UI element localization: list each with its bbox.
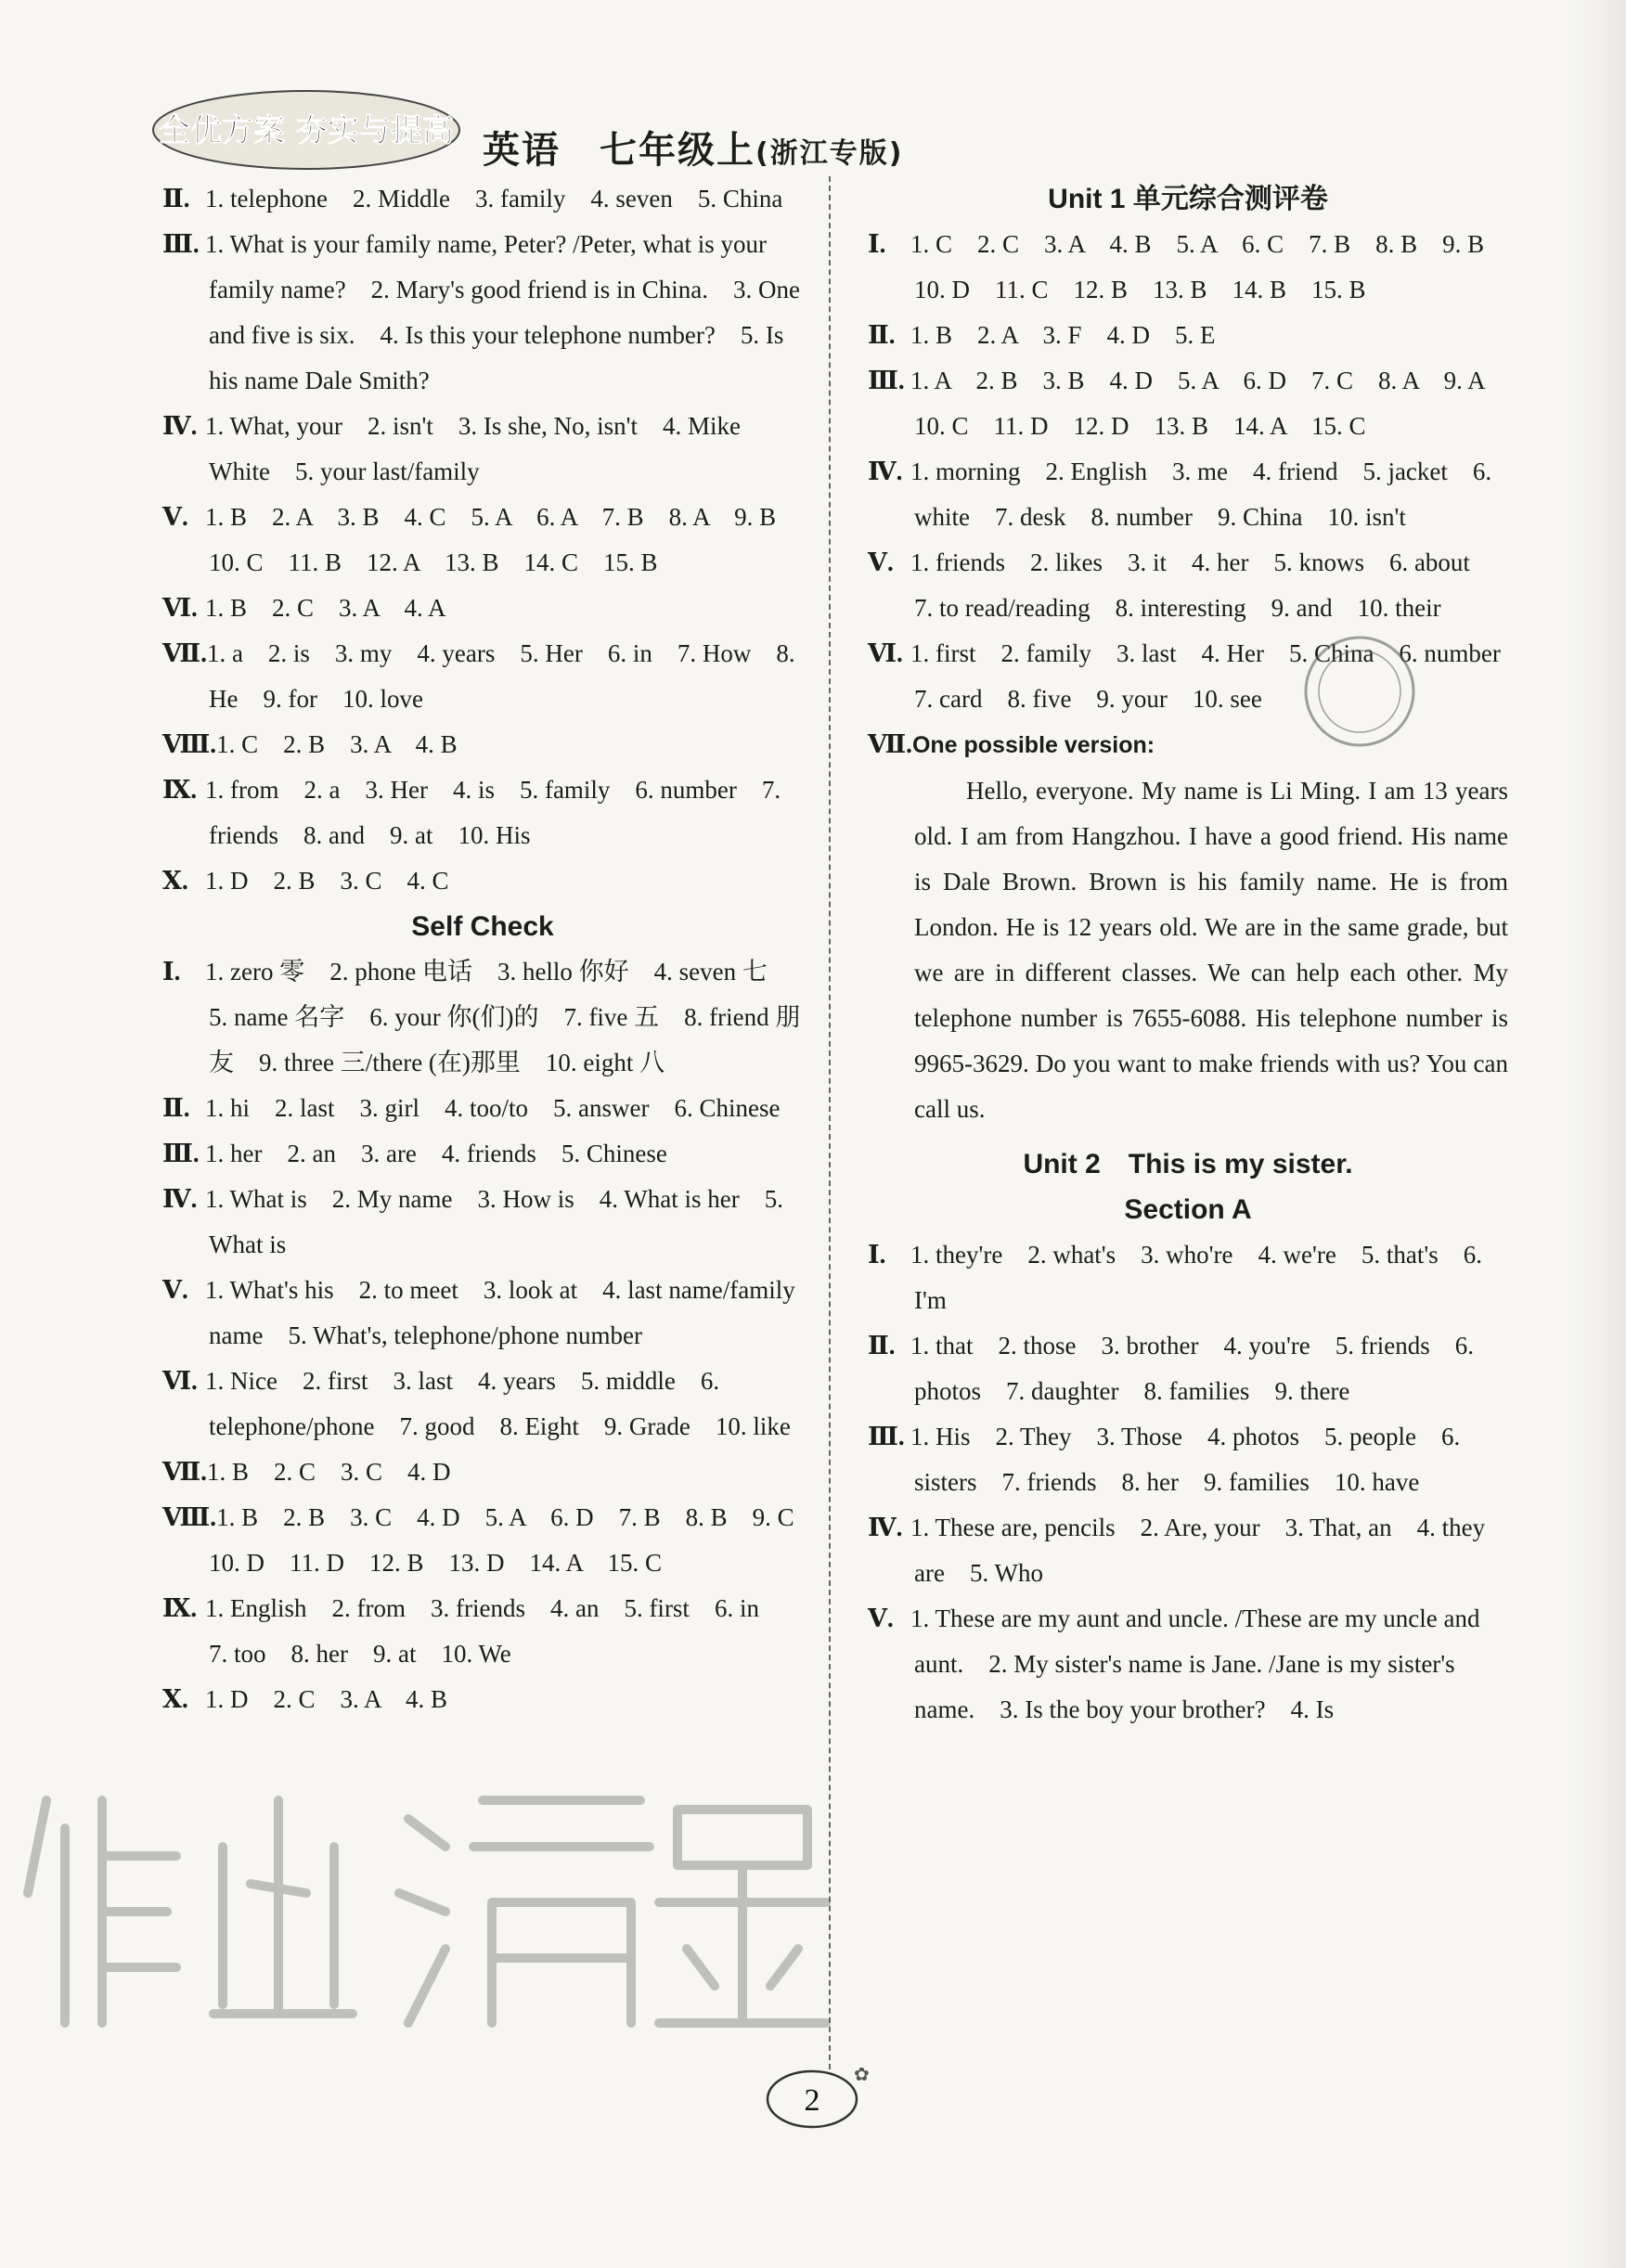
self-check-answers-1: 1. zero 零 2. phone 电话 3. hello 你好 4. seven 七 5. name 名字 6. your 你(们)的 7. five 五 8. friend 朋友 9. three 三/there (在)那里 10. eight 八 bbox=[205, 958, 801, 1076]
unit1-roman-1: Ⅱ. bbox=[162, 185, 190, 213]
self-check-roman-5: Ⅴ. bbox=[162, 1276, 188, 1304]
unit1-answers-1: 1. telephone 2. Middle 3. family 4. seven 5. China bbox=[205, 185, 783, 213]
self-check-answers-8: 1. B 2. B 3. C 4. D 5. A 6. D 7. B 8. B 9. C 10. D 11. D 12. B 13. D 14. A 15. C bbox=[209, 1503, 819, 1577]
section-a-section-5 bbox=[868, 1596, 1508, 1733]
unit1-section-1 bbox=[162, 176, 803, 222]
column-divider bbox=[829, 176, 831, 2069]
self-check-roman-4: Ⅳ. bbox=[162, 1185, 198, 1213]
self-check-section-6 bbox=[162, 1359, 803, 1450]
section-a-section-2 bbox=[868, 1323, 1508, 1414]
unit1-test-section-1 bbox=[868, 222, 1510, 313]
unit1-roman-3: Ⅳ. bbox=[162, 412, 198, 440]
flower-icon: ✿ bbox=[854, 2063, 870, 2085]
sample-essay: Hello, everyone. My name is Li Ming. I am 13 years old. I am from Hangzhou. I have a good friend. His name is Dale Brown. Brown is his family name. He is from London. He is 12 years old. We are in the same grade, but we are in different classes. We can help each other. My telephone number is 7655-6088. His telephone number is 9965-3629. Do you want to make friends with us? You can call us. bbox=[914, 777, 1508, 1123]
self-check-section-9 bbox=[162, 1586, 803, 1677]
section-a-roman-3: Ⅲ. bbox=[868, 1423, 905, 1450]
unit1-section-8 bbox=[162, 767, 803, 858]
unit1-section-3 bbox=[162, 404, 803, 495]
self-check-roman-9: Ⅸ. bbox=[162, 1594, 198, 1622]
self-check-section-7 bbox=[162, 1450, 803, 1495]
book-edition: (浙江专版) bbox=[755, 137, 904, 170]
unit1-test-answers-2: 1. B 2. A 3. F 4. D 5. E bbox=[910, 321, 1216, 349]
unit2-heading: Unit 2 This is my sister. bbox=[1023, 1149, 1353, 1179]
unit1-test-roman-1: Ⅰ. bbox=[868, 230, 886, 258]
self-check-section-3 bbox=[162, 1131, 803, 1177]
section-a-roman-2: Ⅱ. bbox=[868, 1332, 896, 1360]
right-column bbox=[868, 176, 1526, 1733]
self-check-answers-9: 1. English 2. from 3. friends 4. an 5. first 6. in 7. too 8. her 9. at 10. We bbox=[205, 1594, 784, 1668]
page-number-badge bbox=[761, 2060, 872, 2134]
stamp-seal bbox=[1299, 631, 1420, 752]
self-check-section-10 bbox=[162, 1677, 803, 1722]
self-check-section-1 bbox=[162, 949, 803, 1086]
self-check-answers-6: 1. Nice 2. first 3. last 4. years 5. middle 6. telephone/phone 7. good 8. Eight 9. Grade 10. like bbox=[205, 1367, 791, 1440]
unit1-section-5 bbox=[162, 586, 803, 631]
unit1-section-2 bbox=[162, 222, 803, 404]
unit1-answers-7: 1. C 2. B 3. A 4. B bbox=[216, 730, 458, 758]
unit1-test-roman-4: Ⅳ. bbox=[868, 457, 903, 485]
self-check-roman-1: Ⅰ. bbox=[162, 958, 181, 986]
watermark bbox=[9, 1745, 845, 2051]
unit1-section-6 bbox=[162, 631, 803, 722]
unit1-test-section-2 bbox=[868, 313, 1508, 358]
unit1-test-answers-6: 1. first 2. family 3. last 4. Her 5. China 6. number 7. card 8. five 9. your 10. see bbox=[910, 639, 1526, 713]
unit1-test-section-3 bbox=[868, 358, 1510, 449]
section-a-section-3 bbox=[868, 1414, 1508, 1505]
unit1-test-answers-4: 1. morning 2. English 3. me 4. friend 5. jacket 6. white 7. desk 8. number 9. China 10. isn't bbox=[910, 457, 1492, 531]
book-logo bbox=[148, 74, 464, 176]
unit1-roman-7: Ⅷ. bbox=[162, 730, 217, 758]
section-a-heading: Section A bbox=[1124, 1194, 1252, 1225]
logo-text: 全优方案 夯实与提高 bbox=[159, 112, 454, 149]
self-check-answers-2: 1. hi 2. last 3. girl 4. too/to 5. answer 6. Chinese bbox=[205, 1094, 781, 1122]
unit1-test-roman-3: Ⅲ. bbox=[868, 367, 905, 394]
self-check-heading: Self Check bbox=[411, 911, 554, 942]
essay-roman: Ⅶ. bbox=[868, 730, 912, 758]
unit1-test-roman-6: Ⅵ. bbox=[868, 639, 903, 667]
self-check-roman-6: Ⅵ. bbox=[162, 1367, 198, 1395]
self-check-section-8 bbox=[162, 1495, 819, 1586]
left-column bbox=[162, 176, 819, 1722]
self-check-roman-8: Ⅷ. bbox=[162, 1503, 217, 1531]
section-a-section-1 bbox=[868, 1232, 1508, 1323]
unit1-section-7 bbox=[162, 722, 803, 767]
unit1-test-answers-5: 1. friends 2. likes 3. it 4. her 5. knows 6. about 7. to read/reading 8. interesting 9. and 10. their bbox=[910, 548, 1495, 622]
self-check-roman-2: Ⅱ. bbox=[162, 1094, 190, 1122]
unit1-answers-6: 1. a 2. is 3. my 4. years 5. Her 6. in 7. How 8. He 9. for 10. love bbox=[206, 639, 795, 713]
self-check-answers-4: 1. What is 2. My name 3. How is 4. What is her 5. What is bbox=[205, 1185, 783, 1258]
page-number: 2 bbox=[804, 2083, 820, 2118]
unit1-test-answers-1: 1. C 2. C 3. A 4. B 5. A 6. C 7. B 8. B 9. B 10. D 11. C 12. B 13. B 14. B 15. B bbox=[910, 230, 1510, 303]
section-a-roman-1: Ⅰ. bbox=[868, 1241, 886, 1269]
section-a-answers bbox=[868, 1232, 1508, 1733]
self-check-section-2 bbox=[162, 1086, 803, 1131]
self-check-roman-10: Ⅹ. bbox=[162, 1685, 188, 1713]
book-title bbox=[483, 121, 903, 174]
section-a-answers-4: 1. These are, pencils 2. Are, your 3. That, an 4. they are 5. Who bbox=[910, 1514, 1486, 1587]
page-header bbox=[148, 74, 984, 176]
unit1-test-roman-2: Ⅱ. bbox=[868, 321, 896, 349]
unit1-roman-8: Ⅸ. bbox=[162, 776, 198, 804]
unit1-answers-9: 1. D 2. B 3. C 4. C bbox=[205, 867, 449, 895]
unit1-answers-2: 1. What is your family name, Peter? /Peter, what is your family name? 2. Mary's good friend is in China. 3. One and five is six. 4. Is this your telephone number? 5. Is his name Dale Smith? bbox=[205, 230, 800, 394]
page-edge-shadow bbox=[1570, 0, 1626, 2268]
self-check-answers-3: 1. her 2. an 3. are 4. friends 5. Chinese bbox=[205, 1140, 667, 1167]
self-check-roman-3: Ⅲ. bbox=[162, 1140, 200, 1167]
unit1-test-answers-3: 1. A 2. B 3. B 4. D 5. A 6. D 7. C 8. A 9. A 10. C 11. D 12. D 13. B 14. A 15. C bbox=[910, 367, 1510, 440]
self-check-answers-10: 1. D 2. C 3. A 4. B bbox=[205, 1685, 448, 1713]
unit1-answers bbox=[162, 176, 803, 904]
unit1-roman-4: Ⅴ. bbox=[162, 503, 188, 531]
self-check-roman-7: Ⅶ. bbox=[162, 1458, 207, 1486]
unit1-test-roman-5: Ⅴ. bbox=[868, 548, 894, 576]
unit1-answers-4: 1. B 2. A 3. B 4. C 5. A 6. A 7. B 8. A 9. B 10. C 11. B 12. A 13. B 14. C 15. B bbox=[205, 503, 802, 576]
unit1-test-section-5 bbox=[868, 540, 1508, 631]
unit1-answers-8: 1. from 2. a 3. Her 4. is 5. family 6. number 7. friends 8. and 9. at 10. His bbox=[205, 776, 781, 849]
self-check-answers-7: 1. B 2. C 3. C 4. D bbox=[206, 1458, 451, 1486]
section-a-answers-3: 1. His 2. They 3. Those 4. photos 5. people 6. sisters 7. friends 8. her 9. families 10. have bbox=[910, 1423, 1461, 1496]
self-check-section-4 bbox=[162, 1177, 803, 1268]
unit1-section-4 bbox=[162, 495, 803, 586]
essay-label: One possible version: bbox=[911, 732, 1155, 758]
section-a-roman-4: Ⅳ. bbox=[868, 1514, 903, 1541]
section-a-section-4 bbox=[868, 1505, 1508, 1596]
unit1-roman-5: Ⅵ. bbox=[162, 594, 198, 622]
unit1-answers-5: 1. B 2. C 3. A 4. A bbox=[205, 594, 446, 622]
section-a-roman-5: Ⅴ. bbox=[868, 1604, 894, 1632]
self-check-section-5 bbox=[162, 1268, 803, 1359]
unit1-roman-6: Ⅶ. bbox=[162, 639, 207, 667]
self-check-answers bbox=[162, 949, 819, 1722]
unit1-test-heading: Unit 1 单元综合测评卷 bbox=[1048, 184, 1328, 214]
unit1-roman-2: Ⅲ. bbox=[162, 230, 200, 258]
section-a-answers-2: 1. that 2. those 3. brother 4. you're 5. friends 6. photos 7. daughter 8. families 9. there bbox=[910, 1332, 1475, 1405]
section-a-answers-5: 1. These are my aunt and uncle. /These are my uncle and aunt. 2. My sister's name is Jane. /Jane is my sister's name. 3. Is the boy your brother? 4. Is bbox=[910, 1604, 1480, 1723]
unit1-roman-9: Ⅹ. bbox=[162, 867, 188, 895]
unit1-answers-3: 1. What, your 2. isn't 3. Is she, No, isn't 4. Mike White 5. your last/family bbox=[205, 412, 741, 485]
unit1-test-section-4 bbox=[868, 449, 1508, 540]
unit1-section-9 bbox=[162, 858, 803, 904]
section-a-answers-1: 1. they're 2. what's 3. who're 4. we're 5. that's 6. I'm bbox=[910, 1241, 1482, 1314]
self-check-answers-5: 1. What's his 2. to meet 3. look at 4. last name/family name 5. What's, telephone/phone number bbox=[205, 1276, 795, 1349]
book-title-text: 英语 七年级上 bbox=[483, 129, 755, 172]
